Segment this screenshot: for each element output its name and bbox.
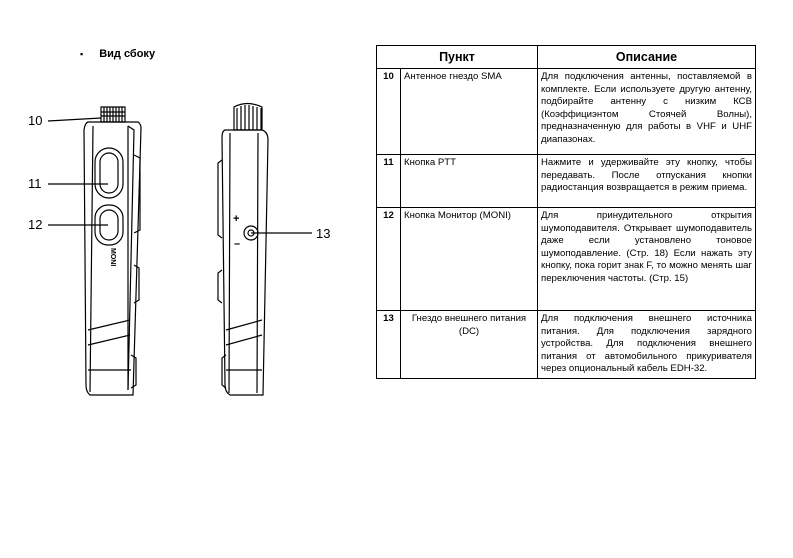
row-item: Кнопка Монитор (MONI): [401, 208, 538, 311]
row-item: Гнездо внешнего питания (DC): [401, 311, 538, 379]
row-description: Для подключения внешнего источника питания. Для подключения зарядного устройства. Для подключения внешнего питания от автомобильного прикуривателя через опциональный кабель EDH-32.: [538, 311, 756, 379]
dc-plus-sign: +: [233, 213, 240, 225]
section-heading: [80, 48, 155, 60]
callout-13: 13: [316, 226, 331, 241]
moni-label: MONI: [109, 248, 116, 267]
row-number: 13: [377, 311, 401, 379]
bullet-icon: ▪: [80, 49, 84, 59]
device-right-view: [218, 104, 268, 396]
table-header-row: [377, 46, 756, 69]
row-item: Кнопка PTT: [401, 155, 538, 208]
specification-table: [376, 45, 756, 379]
row-number: 12: [377, 208, 401, 311]
row-number: 10: [377, 69, 401, 155]
row-item: Антенное гнездо SMA: [401, 69, 538, 155]
dc-minus-sign: –: [234, 238, 241, 250]
table-row: [377, 155, 756, 208]
table-row: [377, 208, 756, 311]
callout-12: 12: [28, 217, 43, 232]
header-item: Пункт: [377, 46, 538, 69]
row-description: Нажмите и удерживайте эту кнопку, чтобы передавать. После отпускания кнопки радиостанция возвращается в режим приема.: [541, 157, 752, 193]
row-description: Для принудительного открытия шумоподавителя. Открывает шумоподавитель даже если установлено тоновое шумоподавление. (Стр. 18) Если нажать эту кнопку, пока горит знак F, то можно менять шаг переключения частоты. (Стр. 15): [538, 208, 756, 311]
callout-10: 10: [28, 113, 43, 128]
row-number: 11: [377, 155, 401, 208]
leader-line-10: [48, 118, 101, 121]
table-row: [377, 311, 756, 379]
header-description: Описание: [538, 46, 756, 69]
section-title: Вид сбоку: [99, 48, 156, 60]
callout-11: 11: [28, 176, 42, 191]
device-side-view-figure: [0, 90, 360, 420]
table-row: [377, 69, 756, 155]
row-description: Для подключения антенны, поставляемой в комплекте. Если используете другую антенну, подбирайте антенну с низким КСВ (Коэффициэнтом Стоячей Волны), предназначенную для работы в VHF и UHF диапазонах.: [538, 69, 756, 155]
